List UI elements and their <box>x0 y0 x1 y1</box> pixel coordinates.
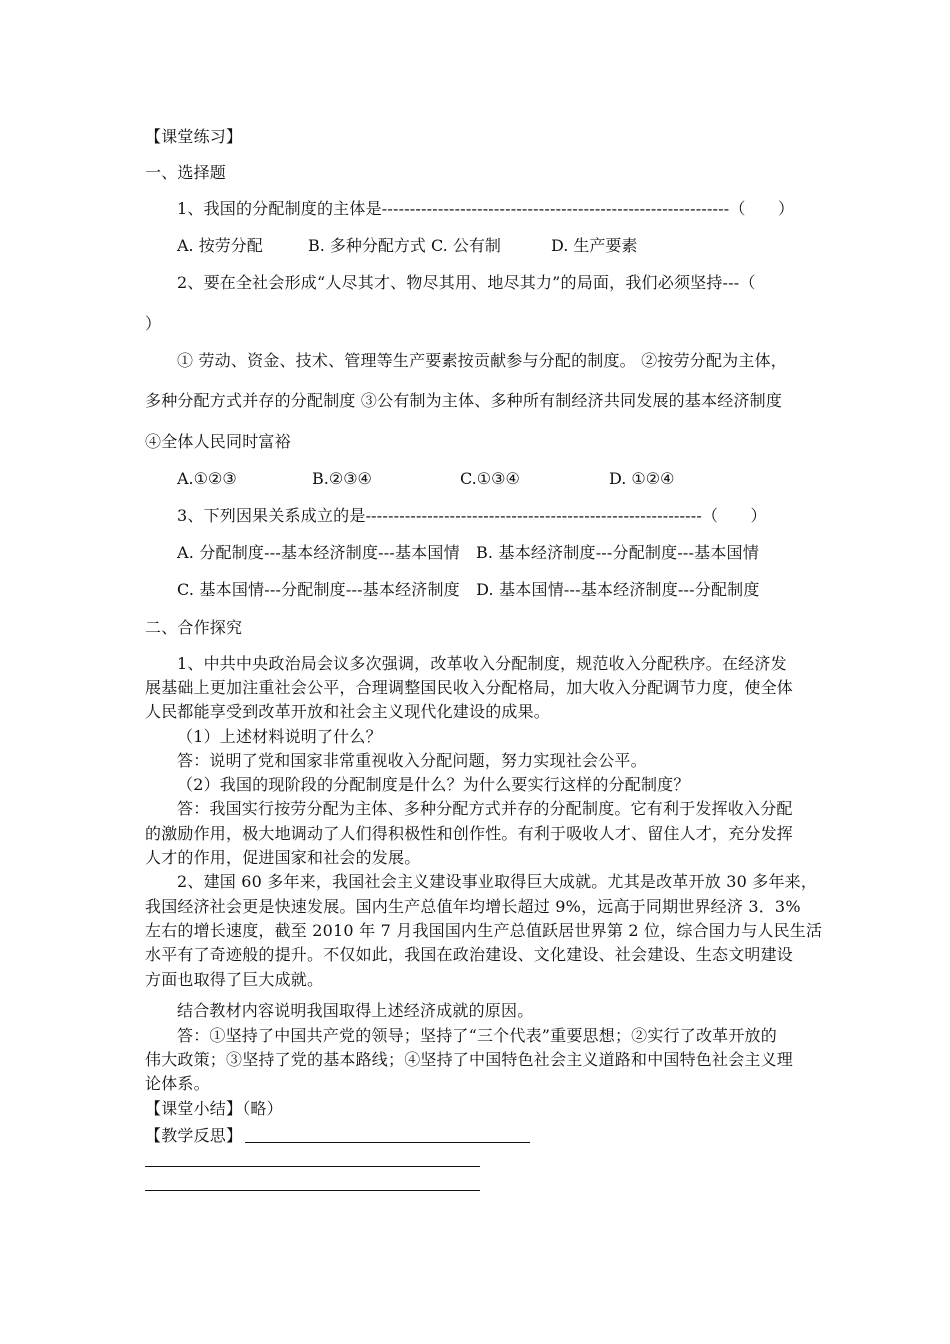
question-1-option-d: D. 生产要素 <box>551 236 638 255</box>
question-1-option-a: A. 按劳分配 <box>177 236 263 255</box>
material-1-question-2: （2）我国的现阶段的分配制度是什么？为什么要实行这样的分配制度？ <box>177 775 690 794</box>
material-1-answer-2-line-3: 人才的作用，促进国家和社会的发展。 <box>145 848 421 867</box>
reflection-blank-line-1 <box>245 1142 530 1143</box>
material-2-answer-line-1: 答：①坚持了中国共产党的领导；坚持了“三个代表”重要思想；②实行了改革开放的 <box>177 1026 777 1045</box>
material-2-answer-line-2: 伟大政策；③坚持了党的基本路线；④坚持了中国特色社会主义道路和中国特色社会主义理 <box>145 1050 794 1069</box>
question-2-option-a: A.①②③ <box>177 469 237 488</box>
material-1-line-1: 1、中共中央政治局会议多次强调，改革收入分配制度，规范收入分配秩序。在经济发 <box>177 654 787 673</box>
question-2-option-b: B.②③④ <box>312 469 372 488</box>
question-1-option-b: B. 多种分配方式 <box>308 236 426 255</box>
class-summary: 【课堂小结】（略） <box>145 1099 283 1118</box>
question-2-stem: 2、要在全社会形成“人尽其才、物尽其用、地尽其力”的局面，我们必须坚持---（ <box>177 273 756 292</box>
section-cooperative-inquiry: 二、合作探究 <box>145 618 243 637</box>
material-2-line-1: 2、建国 60 多年来，我国社会主义建设事业取得巨大成就。尤其是改革开放 30 多年来， <box>177 872 818 891</box>
reflection-blank-line-3 <box>145 1190 480 1191</box>
material-1-answer-1: 答：说明了党和国家非常重视收入分配问题，努力实现社会公平。 <box>177 751 647 770</box>
material-2-line-4: 水平有了奇迹般的提升。不仅如此，我国在政治建设、文化建设、社会建设、生态文明建设 <box>145 945 794 964</box>
question-2-stem-end: ） <box>145 314 162 333</box>
material-1-answer-2-line-1: 答：我国实行按劳分配为主体、多种分配方式并存的分配制度。它有利于发挥收入分配 <box>177 799 793 818</box>
material-1-answer-2-line-2: 的激励作用，极大地调动了人们得积极性和创作性。有利于吸收人才、留住人才，充分发挥 <box>145 824 794 843</box>
material-2-line-2: 我国经济社会更是快速发展。国内生产总值年均增长超过 9%，远高于同期世界经济 3．3% <box>145 897 801 916</box>
teaching-reflection-label: 【教学反思】 <box>145 1126 243 1145</box>
question-2-items: ① 劳动、资金、技术、管理等生产要素按贡献参与分配的制度。 ②按劳分配为主体， <box>177 351 787 370</box>
question-2-option-c: C.①③④ <box>460 469 520 488</box>
question-2-item-4: ④全体人民同时富裕 <box>145 432 291 451</box>
material-2-line-5: 方面也取得了巨大成就。 <box>145 970 324 989</box>
material-1-line-3: 人民都能享受到改革开放和社会主义现代化建设的成果。 <box>145 702 551 721</box>
material-2-line-3: 左右的增长速度，截至 2010 年 7 月我国国内生产总值跃居世界第 2 位，综合国力与人民生活 <box>145 921 823 940</box>
question-2-option-d: D. ①②④ <box>609 469 675 488</box>
material-2-answer-line-3: 论体系。 <box>145 1074 210 1093</box>
material-2-question: 结合教材内容说明我国取得上述经济成就的原因。 <box>177 1001 534 1020</box>
question-1-stem: 1、我国的分配制度的主体是--------------------------------------------------------------（ ） <box>177 199 795 218</box>
question-3-stem: 3、下列因果关系成立的是------------------------------------------------------------（ ） <box>177 506 767 525</box>
question-3-options-cd: C. 基本国情---分配制度---基本经济制度 D. 基本国情---基本经济制度---分配制度 <box>177 580 760 599</box>
material-1-question-1: （1）上述材料说明了什么？ <box>177 727 382 746</box>
material-1-line-2: 展基础上更加注重社会公平，合理调整国民收入分配格局，加大收入分配调节力度，使全体 <box>145 678 794 697</box>
question-2-items-cont: 多种分配方式并存的分配制度 ③公有制为主体、多种所有制经济共同发展的基本经济制度 <box>145 391 783 410</box>
practice-header: 【课堂练习】 <box>145 127 243 146</box>
section-multiple-choice: 一、选择题 <box>145 163 227 182</box>
question-3-options-ab: A. 分配制度---基本经济制度---基本国情 B. 基本经济制度---分配制度---基本国情 <box>177 543 759 562</box>
question-1-option-c: C. 公有制 <box>431 236 501 255</box>
reflection-blank-line-2 <box>145 1166 480 1167</box>
